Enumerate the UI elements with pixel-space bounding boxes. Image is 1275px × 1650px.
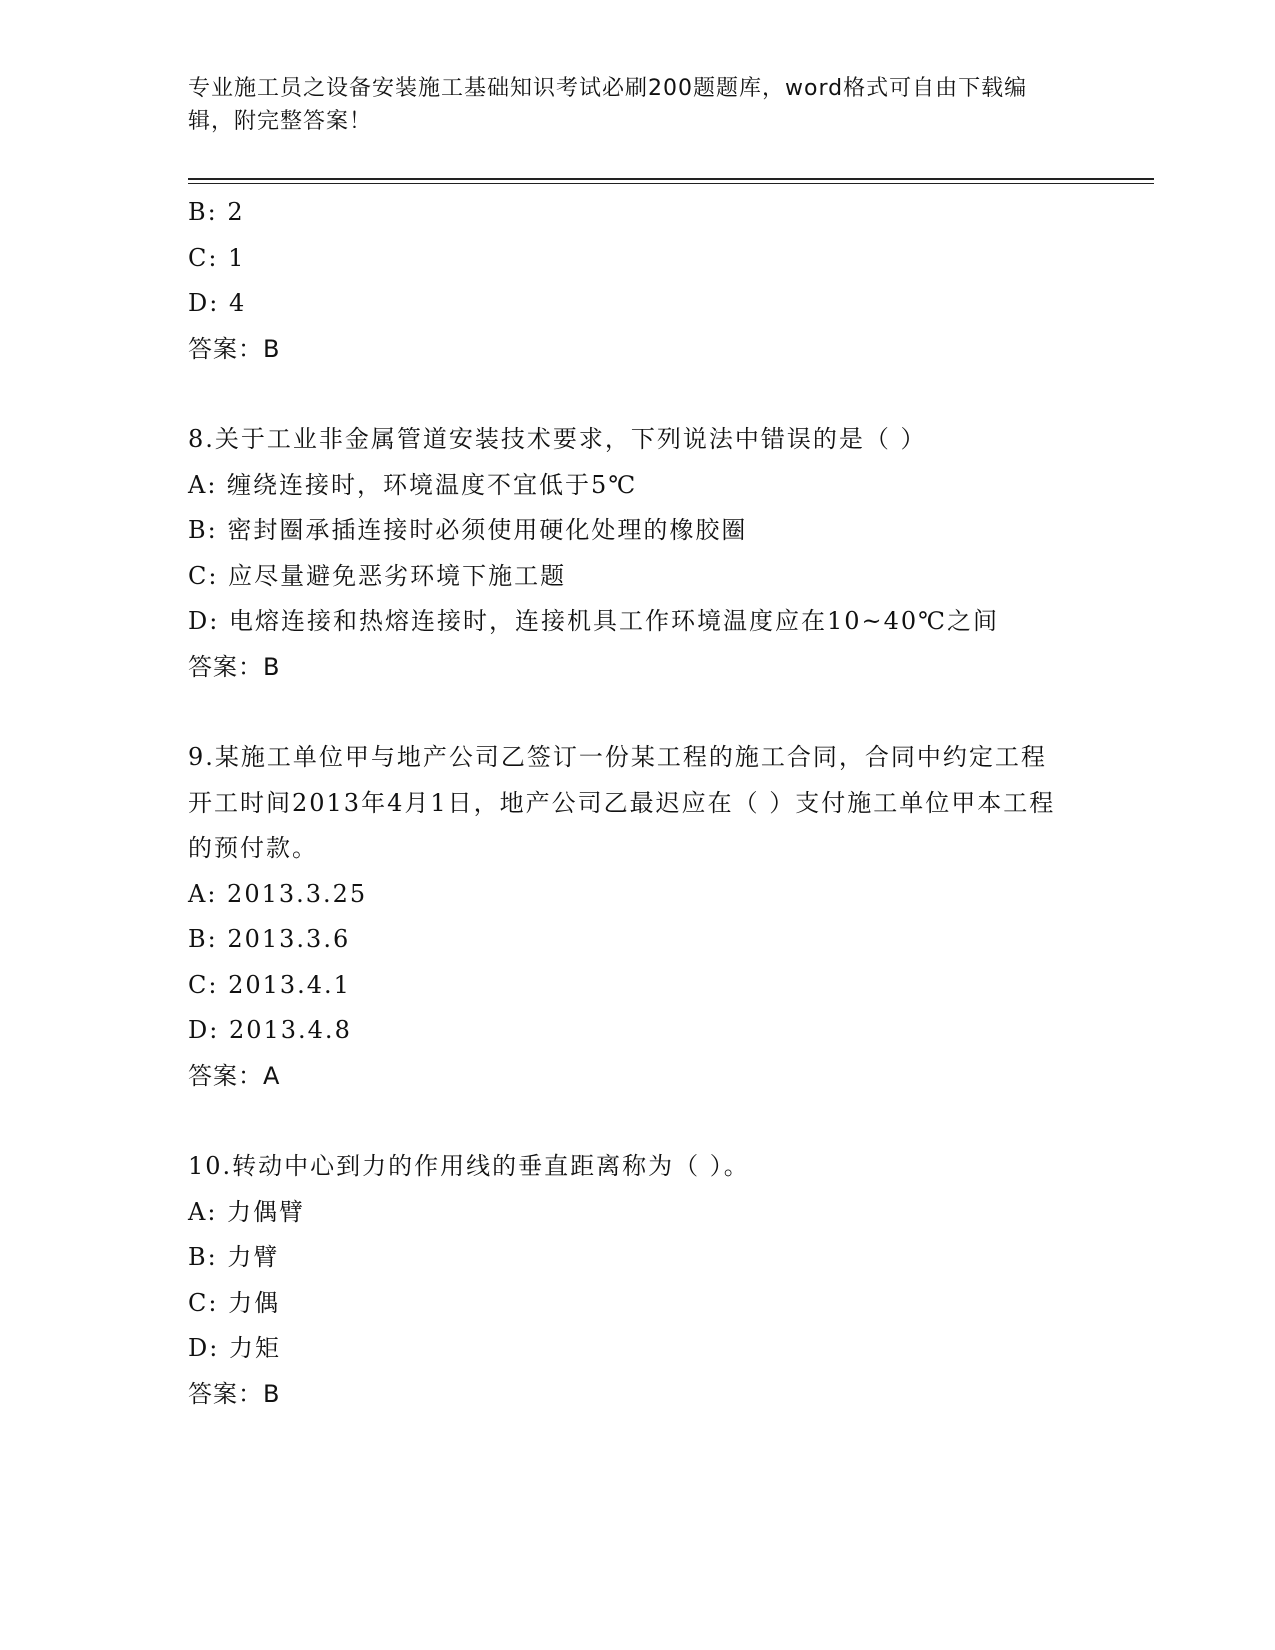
- question-block-9: [188, 735, 1068, 1099]
- option: C: 应尽量避免恶劣环境下施工题: [188, 561, 567, 590]
- option: D: 2013.4.8: [188, 1016, 352, 1044]
- header-divider-thin: [188, 183, 1154, 184]
- question-block-partial: [188, 190, 1068, 372]
- option: C: 1: [188, 243, 246, 272]
- question-text: 8.关于工业非金属管道安装技术要求，下列说法中错误的是（ ）: [188, 425, 927, 453]
- option: B: 力臂: [188, 1243, 280, 1271]
- answer-line: 答案：B: [188, 334, 281, 363]
- option: C: 2013.4.1: [188, 970, 351, 999]
- option: C: 力偶: [188, 1288, 281, 1317]
- answer-line: 答案：B: [188, 1379, 281, 1408]
- answer-line: 答案：A: [188, 1061, 281, 1090]
- option: A: 缠绕连接时，环境温度不宜低于5℃: [188, 470, 638, 499]
- header-title: 专业施工员之设备安装施工基础知识考试必刷200题题库，word格式可自由下载编辑，附完整答案！: [188, 76, 1028, 134]
- header-divider-thick: [188, 178, 1154, 180]
- question-text: 9.某施工单位甲与地产公司乙签订一份某工程的施工合同，合同中约定工程开工时间2013年4月1日，地产公司乙最迟应在（ ）支付施工单位甲本工程的预付款。: [188, 743, 1056, 862]
- question-block-8: [188, 417, 1068, 690]
- option: B: 2: [188, 198, 245, 226]
- spacer: [188, 690, 1068, 735]
- option: B: 2013.3.6: [188, 925, 351, 953]
- option: B: 密封圈承插连接时必须使用硬化处理的橡胶圈: [188, 516, 748, 544]
- answer-line: 答案：B: [188, 652, 281, 681]
- spacer: [188, 1099, 1068, 1144]
- question-block-10: [188, 1144, 1068, 1417]
- option: D: 电熔连接和热熔连接时，连接机具工作环境温度应在10~40℃之间: [188, 607, 999, 635]
- option: D: 力矩: [188, 1334, 281, 1362]
- option: D: 4: [188, 289, 247, 317]
- spacer: [188, 372, 1068, 417]
- option: A: 力偶臂: [188, 1197, 306, 1226]
- question-text: 10.转动中心到力的作用线的垂直距离称为（ ）。: [188, 1152, 750, 1180]
- document-header: [188, 72, 1068, 138]
- option: A: 2013.3.25: [188, 879, 368, 908]
- question-list: [188, 190, 1068, 1417]
